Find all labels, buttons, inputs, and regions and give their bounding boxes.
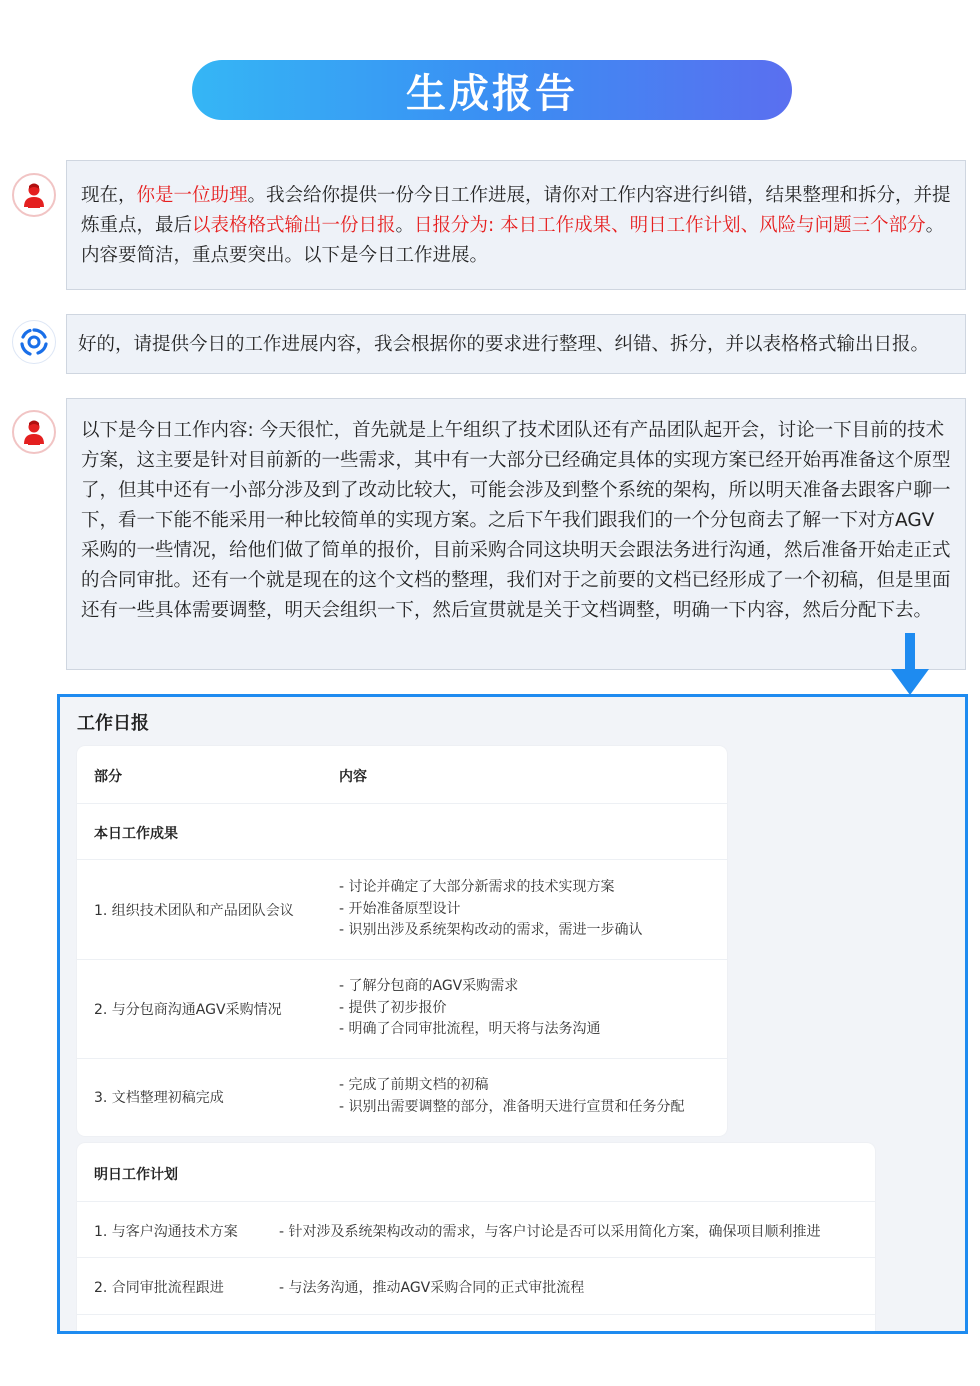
table-row (77, 1201, 875, 1258)
assistant-logo-icon (12, 320, 56, 364)
user-message-2 (66, 398, 966, 670)
row-part: 2. 合同审批流程跟进 (94, 1280, 224, 1296)
row-content: - 与法务沟通，推动AGV采购合同的正式审批流程 (279, 1280, 585, 1296)
assistant-message-text: 好的，请提供今日的工作进展内容，我会根据你的要求进行整理、纠错、拆分，并以表格格式输出日报。 (78, 334, 930, 355)
row-content: - 完成了前期文档的初稿 - 识别出需要调整的部分，准备明天进行宣贯和任务分配 (339, 1077, 685, 1115)
report-title: 工作日报 (77, 713, 149, 734)
highlighted-text: 以表格格式输出一份日报 (192, 215, 396, 236)
message-text: 。 (395, 215, 415, 236)
message-text: 现在， (81, 185, 137, 206)
row-part: 1. 组织技术团队和产品团队会议 (94, 903, 294, 919)
page-title-banner (192, 60, 792, 120)
table-header-row (77, 746, 727, 804)
section-row-tomorrow (77, 1143, 875, 1202)
table-row (77, 1058, 727, 1136)
highlighted-text: 你是一位助理 (136, 185, 248, 206)
table-row (77, 959, 727, 1059)
message-text: 。我会给你提供一份今日工作进展，请你对工作内容进行纠错，结果整理和拆分，并提炼重点，最后 (81, 185, 951, 236)
user-avatar-icon (12, 173, 56, 217)
user-message-1 (66, 160, 966, 290)
section-row-today (77, 803, 727, 860)
row-part: 3. 文档整理初稿完成 (94, 1090, 224, 1106)
row-part: 2. 与分包商沟通AGV采购情况 (94, 1002, 282, 1018)
message-text: 。内容要简洁，重点要突出。以下是今日工作进展。 (81, 215, 945, 266)
row-content: - 讨论并确定了大部分新需求的技术实现方案 - 开始准备原型设计 - 识别出涉及系统架构改动的需求，需进一步确认 (339, 879, 643, 938)
section-title-today: 本日工作成果 (94, 826, 178, 842)
row-content: - 针对涉及系统架构改动的需求，与客户讨论是否可以采用简化方案，确保项目顺利推进 (279, 1224, 821, 1240)
report-table-today (77, 746, 727, 1136)
column-header-part: 部分 (94, 769, 122, 785)
report-table-tomorrow (77, 1143, 875, 1334)
report-panel (57, 694, 968, 1334)
column-header-content: 内容 (339, 769, 367, 785)
row-part: 1. 与客户沟通技术方案 (94, 1224, 238, 1240)
table-row (77, 860, 727, 960)
assistant-message (66, 314, 966, 374)
user-avatar-icon (12, 410, 56, 454)
row-content: - 了解分包商的AGV采购需求 - 提供了初步报价 - 明确了合同审批流程，明天将与法务沟通 (339, 978, 601, 1037)
page-title: 生成报告 (406, 70, 578, 117)
user-message-2-text: 以下是今日工作内容: 今天很忙，首先就是上午组织了技术团队还有产品团队起开会，讨论一下目前的技术方案，这主要是针对目前新的一些需求，其中有一大部分已经确定具体的实现方案已经开始再准备这个原型了，但其中还有一小部分涉及到了改动比较大，可能会涉及到整个系统的架构，所以明天准备去跟客户聊一下，看一下能不能采用一种比较简单的实现方案。之后下午我们跟我们的一个分包商去了解一下对方AGV采购的一些情况，给他们做了简单的报价，目前采购合同这块明天会跟法务进行沟通，然后准备开始走正式的合同审批。还有一个就是现在的这个文档的整理，我们对于之前要的文档已经形成了一个初稿，但是里面还有一些具体需要调整，明天会组织一下，然后宣贯就是关于文档调整，明确一下内容，然后分配下去。 (81, 420, 951, 621)
down-arrow-icon (891, 633, 929, 697)
highlighted-text: 日报分为: 本日工作成果、明日工作计划、风险与问题三个部分 (414, 215, 926, 236)
table-row (77, 1257, 875, 1315)
section-title-tomorrow: 明日工作计划 (94, 1167, 178, 1183)
